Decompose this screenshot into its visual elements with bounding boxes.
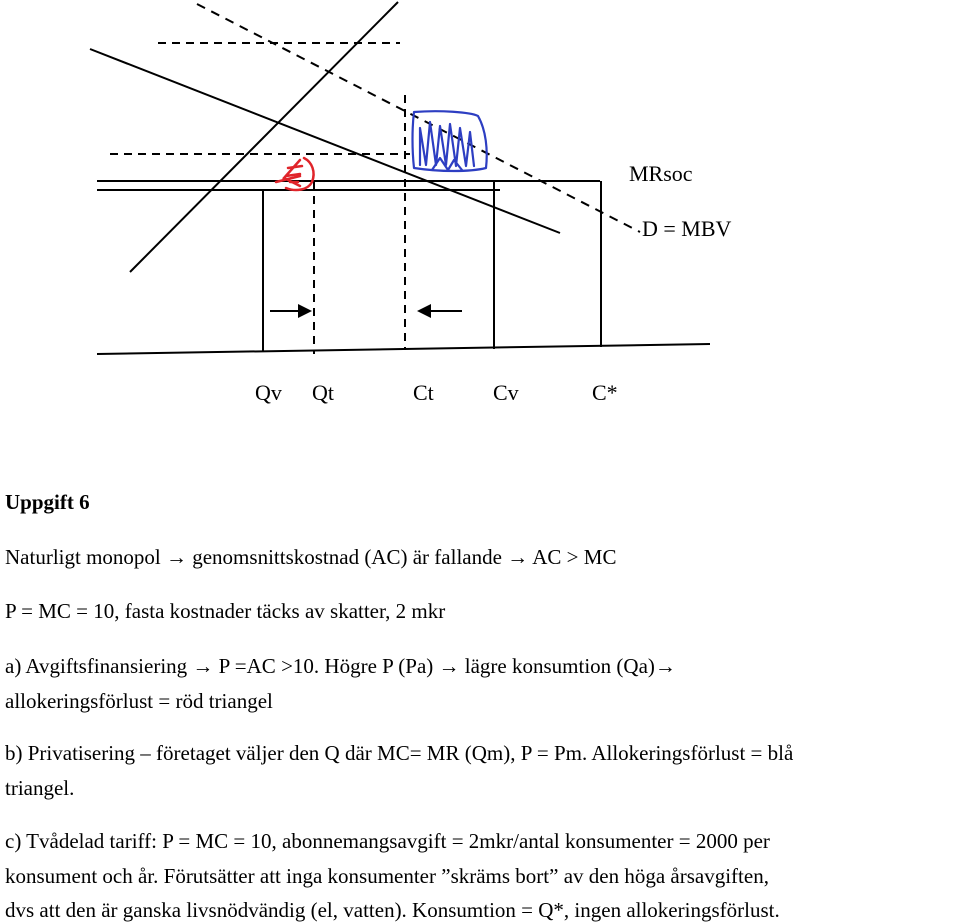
text-line-b-1: b) Privatisering – företaget väljer den Q där MC= MR (Qm), P = Pm. Allokeringsförlust = blå xyxy=(5,741,794,765)
text-line-c-2: konsument och år. Förutsätter att inga konsumenter ”skräms bort” av den höga årsavgiften, xyxy=(5,864,769,888)
quantity-label-cv: Cv xyxy=(493,380,519,405)
arrow-right-head xyxy=(298,304,312,318)
text-line-c-3: dvs att den är ganska livsnödvändig (el, vatten). Konsumtion = Q*, ingen allokeringsförlust. xyxy=(5,898,780,922)
text-line-c-1: c) Tvådelad tariff: P = MC = 10, abonnemangsavgift = 2mkr/antal konsumenter = 2000 per xyxy=(5,829,770,853)
blue-triangle-annotation xyxy=(413,111,487,171)
quantity-label-cstar: C* xyxy=(592,380,618,405)
red-triangle-annotation xyxy=(276,158,314,190)
mrsoc-label: MRsoc xyxy=(629,161,693,186)
text-line-b-2: triangel. xyxy=(5,776,75,800)
text-line-a-1: a) Avgiftsfinansiering → P =AC >10. Högre P (Pa) → lägre konsumtion (Qa)→ xyxy=(5,654,676,678)
x-axis xyxy=(97,344,710,354)
demand-label: D = MBV xyxy=(642,216,732,241)
section-heading: Uppgift 6 xyxy=(5,490,90,514)
text-line-price: P = MC = 10, fasta kostnader täcks av skatter, 2 mkr xyxy=(5,599,446,623)
arrow-left-head xyxy=(417,304,431,318)
text-line-monopoly: Naturligt monopol → genomsnittskostnad (AC) är fallande → AC > MC xyxy=(5,545,617,569)
quantity-label-qt: Qt xyxy=(312,380,334,405)
quantity-label-ct: Ct xyxy=(413,380,434,405)
quantity-label-qv: Qv xyxy=(255,380,282,405)
text-line-a-2: allokeringsförlust = röd triangel xyxy=(5,689,273,713)
